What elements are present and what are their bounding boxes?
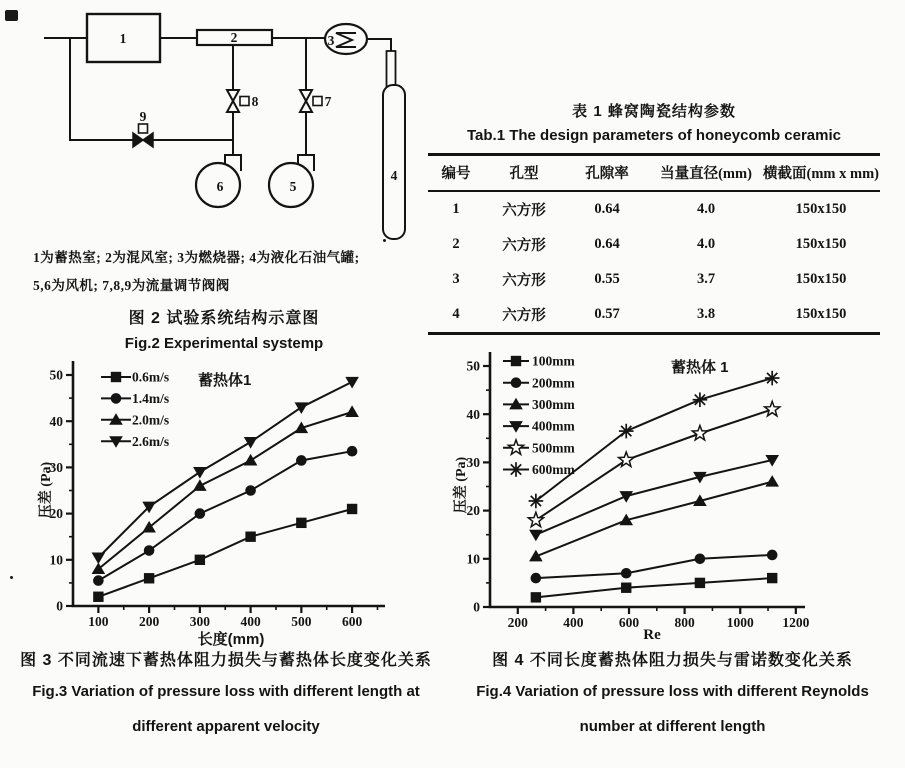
table1-cell: 4.0 [696, 201, 716, 217]
y-axis-label: 压差 (Pa) [39, 461, 54, 519]
y-axis-label: 压差 (Pa) [454, 456, 469, 514]
svg-text:10: 10 [49, 552, 63, 568]
svg-text:0: 0 [473, 599, 480, 615]
diagram-label-1: 1 [119, 31, 127, 46]
table1-header-cell: 横截面(mm x mm) [762, 155, 880, 192]
svg-text:20: 20 [466, 503, 480, 519]
legend [503, 354, 575, 478]
svg-text:100: 100 [88, 614, 109, 629]
svg-text:400mm: 400mm [532, 418, 575, 434]
svg-text:300: 300 [189, 614, 210, 629]
figure2-caption-en: Fig.2 Experimental systemp [124, 335, 324, 352]
table1-cell: 4.0 [696, 236, 716, 252]
table1-cell: 150x150 [795, 271, 847, 287]
table-header-row [428, 155, 880, 192]
table1 [428, 153, 880, 335]
svg-text:20: 20 [49, 506, 63, 522]
svg-text:1.4m/s: 1.4m/s [132, 391, 170, 406]
fig3-chart-svg [35, 347, 451, 655]
table1-cell: 六方形 [502, 308, 546, 324]
fig4-caption-en-line1: Fig.4 Variation of pressure loss with different Reynolds [476, 683, 869, 700]
svg-text:800: 800 [674, 615, 695, 630]
svg-text:1200: 1200 [782, 615, 810, 630]
diagram-label-9: 9 [139, 109, 147, 124]
scan-artifact-dot-left [10, 576, 13, 579]
plot-annotation: 蓄热体 1 [671, 359, 729, 376]
table1-cell: 3.7 [696, 271, 716, 287]
gas-tank [383, 51, 405, 239]
fig4-caption-en-line2: number at different length [579, 718, 766, 735]
svg-text:50: 50 [49, 367, 63, 383]
svg-text:200mm: 200mm [532, 375, 575, 391]
table1-cell: 六方形 [502, 238, 546, 254]
svg-text:1000: 1000 [726, 615, 754, 630]
table1-cell: 3 [452, 271, 460, 287]
diagram-label-8: 8 [251, 94, 259, 109]
table1-cell: 1 [452, 201, 460, 217]
fig3-caption-zh: 图 3 不同流速下蓄热体阻力损失与蓄热体长度变化关系 [20, 652, 432, 669]
svg-text:10: 10 [466, 551, 480, 567]
table1-cell: 0.64 [594, 236, 620, 252]
table1-cell: 3.8 [696, 306, 716, 322]
table1-header-cell: 孔型 [484, 155, 564, 192]
svg-text:400: 400 [563, 615, 584, 630]
axes [50, 361, 386, 629]
svg-text:600: 600 [341, 614, 363, 629]
valve-9 [133, 124, 153, 147]
table-row [428, 227, 880, 262]
fig3-caption-en-line2: different apparent velocity [132, 718, 320, 735]
svg-text:500mm: 500mm [532, 440, 575, 456]
svg-text:600mm: 600mm [532, 462, 575, 478]
scan-artifact-blob [5, 10, 18, 21]
diagram-label-6: 6 [216, 179, 224, 194]
svg-text:2.6m/s: 2.6m/s [132, 433, 170, 449]
svg-text:0.6m/s: 0.6m/s [132, 369, 170, 385]
series-0.6m/s [93, 504, 357, 602]
table1-header-cell: 当量直径(mm) [650, 155, 762, 192]
fig3-caption-en-line1: Fig.3 Variation of pressure loss with different length at [32, 683, 420, 700]
table1-cell: 150x150 [795, 236, 847, 252]
table1-cell: 六方形 [502, 273, 546, 289]
fig4-chart [450, 342, 874, 650]
diagram-label-5: 5 [289, 179, 297, 194]
table1-block [428, 100, 880, 335]
table1-cell: 150x150 [795, 306, 847, 322]
figure2-notes-line2: 5,6为风机; 7,8,9为流量调节阀阀 [33, 278, 230, 293]
diagram-label-3: 3 [327, 33, 335, 48]
table1-cell: 0.64 [594, 201, 620, 217]
svg-text:30: 30 [466, 455, 480, 470]
plot-annotation: 蓄热体1 [198, 372, 252, 389]
svg-text:2.0m/s: 2.0m/s [132, 412, 170, 428]
series-1.4m/s [93, 446, 357, 586]
svg-text:100mm: 100mm [532, 353, 575, 369]
svg-text:500: 500 [291, 614, 312, 629]
figure2-notes-line1: 1为蓄热室; 2为混风室; 3为燃烧器; 4为液化石油气罐; [33, 250, 360, 265]
svg-text:600: 600 [618, 615, 640, 630]
legend [101, 370, 169, 449]
table-row [428, 297, 880, 334]
table1-cell: 0.57 [594, 306, 620, 322]
table1-cell: 4 [452, 306, 460, 322]
table1-title-en: Tab.1 The design parameters of honeycomb ceramic [466, 127, 841, 144]
table-row [428, 262, 880, 297]
table1-cell: 2 [452, 236, 460, 252]
fig4-caption-zh: 图 4 不同长度蓄热体阻力损失与雷诺数变化关系 [492, 652, 853, 669]
table1-cell: 150x150 [795, 201, 847, 217]
svg-text:300mm: 300mm [532, 397, 575, 412]
fig4-chart-svg [450, 342, 874, 650]
svg-text:30: 30 [49, 460, 63, 475]
diagram-label-7: 7 [324, 94, 332, 109]
svg-text:50: 50 [466, 358, 480, 374]
figure2-caption-zh: 图 2 试验系统结构示意图 [128, 310, 320, 327]
table1-cell: 0.55 [594, 271, 620, 287]
svg-text:40: 40 [49, 413, 63, 429]
svg-text:0: 0 [56, 598, 63, 614]
figure2-diagram [30, 5, 430, 247]
valve-7 [300, 90, 322, 112]
table1-header-cell: 孔隙率 [564, 155, 650, 192]
fig3-chart [35, 347, 451, 655]
table1-header-cell: 编号 [428, 155, 484, 192]
x-axis-label: Re [643, 627, 661, 643]
svg-text:200: 200 [507, 615, 528, 630]
table-row [428, 191, 880, 227]
svg-text:400: 400 [240, 614, 261, 629]
series-200mm [531, 550, 778, 584]
table1-title-zh: 表 1 蜂窝陶瓷结构参数 [572, 103, 736, 120]
table1-cell: 六方形 [502, 203, 546, 219]
valve-8 [227, 90, 249, 112]
x-axis-label: 长度(mm) [197, 631, 265, 648]
diagram-label-4: 4 [390, 168, 398, 183]
axes [467, 352, 810, 630]
diagram-label-2: 2 [230, 30, 238, 45]
svg-text:200: 200 [138, 614, 160, 629]
svg-text:40: 40 [466, 406, 480, 422]
